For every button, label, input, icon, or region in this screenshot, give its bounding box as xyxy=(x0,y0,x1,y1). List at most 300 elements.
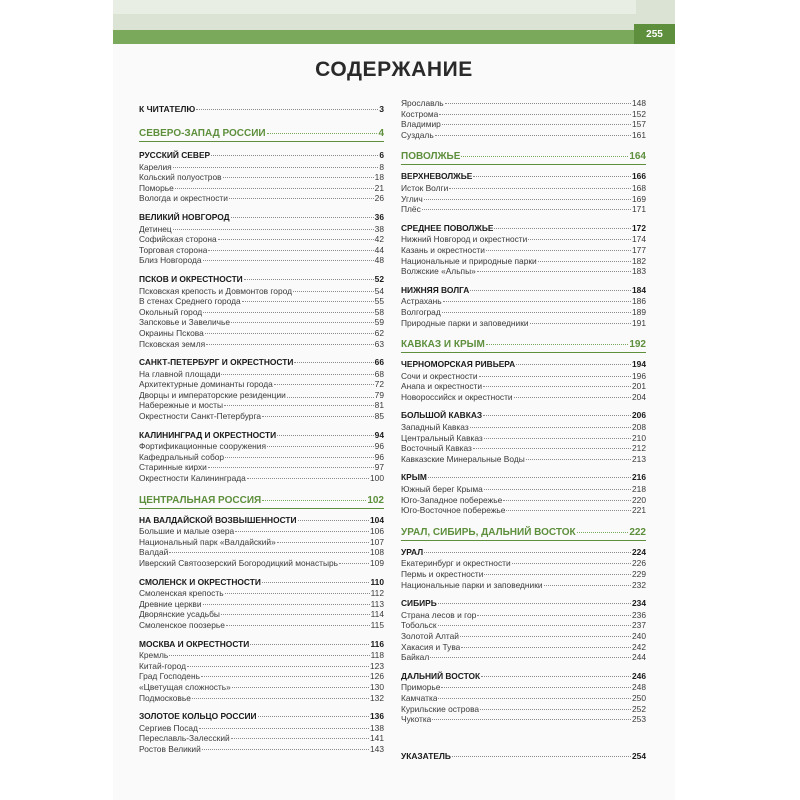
toc-item xyxy=(401,693,646,704)
dot-leader xyxy=(424,552,631,553)
toc-entry-page: 212 xyxy=(632,443,646,454)
toc-section-heading xyxy=(401,410,646,421)
toc-entry-page: 174 xyxy=(632,234,646,245)
dot-leader xyxy=(473,176,631,177)
toc-entry-label: МОСКВА И ОКРЕСТНОСТИ xyxy=(139,638,250,649)
toc-item xyxy=(139,744,384,755)
toc-entry-page: 169 xyxy=(632,193,646,204)
dot-leader xyxy=(208,467,374,468)
dot-leader xyxy=(225,593,370,594)
toc-entry-page: 254 xyxy=(632,750,646,761)
toc-entry-label: СИБИРЬ xyxy=(401,598,437,609)
toc-entry-page: 126 xyxy=(370,671,384,682)
toc-entry-page: 94 xyxy=(374,429,384,440)
toc-entry-label: Софийская сторона xyxy=(139,234,217,245)
toc-entry-page: 213 xyxy=(632,453,646,464)
toc-entry-page: 114 xyxy=(370,609,384,620)
toc-entry-page: 253 xyxy=(632,714,646,725)
dot-leader xyxy=(461,156,628,157)
toc-item xyxy=(139,369,384,380)
toc-entry-page: 237 xyxy=(632,620,646,631)
toc-item xyxy=(139,317,384,328)
toc-entry-label: Природные парки и заповедники xyxy=(401,317,529,328)
toc-entry-label: Новороссийск и окрестности xyxy=(401,391,513,402)
toc-entry-page: 63 xyxy=(374,338,384,349)
toc-section-heading xyxy=(139,212,384,223)
toc-entry-label: Переславль-Залесский xyxy=(139,733,230,744)
dot-leader xyxy=(484,489,631,490)
toc-entry-label: Сочи и окрестности xyxy=(401,370,478,381)
dot-leader xyxy=(506,510,631,511)
toc-item xyxy=(139,661,384,672)
toc-entry-label: Детинец xyxy=(139,223,172,234)
toc-entry-page: 157 xyxy=(632,119,646,130)
toc-section-heading xyxy=(401,359,646,370)
dot-leader xyxy=(235,531,369,532)
toc-entry-label: Псковская крепость и Довмонтов город xyxy=(139,285,292,296)
toc-item xyxy=(139,558,384,569)
toc-entry-label: Запсковье и Завеличье xyxy=(139,317,231,328)
dot-leader xyxy=(503,500,631,501)
toc-item xyxy=(139,172,384,183)
toc-item xyxy=(401,454,646,465)
toc-item xyxy=(401,381,646,392)
dot-leader xyxy=(483,415,631,416)
toc-entry-label: БОЛЬШОЙ КАВКАЗ xyxy=(401,410,483,421)
toc-entry-label: Национальные и природные парки xyxy=(401,255,537,266)
toc-entry-label: Екатеринбург и окрестности xyxy=(401,558,511,569)
dot-leader xyxy=(470,290,631,291)
toc-item xyxy=(401,307,646,318)
toc-entry-label: В стенах Среднего города xyxy=(139,296,241,307)
toc-item xyxy=(401,204,646,215)
toc-item xyxy=(139,296,384,307)
dot-leader xyxy=(201,676,369,677)
toc-entry-label: Архитектурные доминанты города xyxy=(139,379,273,390)
toc-item xyxy=(139,193,384,204)
dot-leader xyxy=(430,657,631,658)
dot-leader xyxy=(229,198,374,199)
page-title: СОДЕРЖАНИЕ xyxy=(315,58,473,81)
dot-leader xyxy=(203,260,374,261)
toc-item xyxy=(401,109,646,120)
toc-entry-label: Южный берег Крыма xyxy=(401,484,483,495)
toc-section-heading xyxy=(139,150,384,161)
dot-leader xyxy=(231,322,374,323)
toc-entry-page: 201 xyxy=(632,381,646,392)
dot-leader xyxy=(479,376,631,377)
toc-entry-label: На главной площади xyxy=(139,368,221,379)
toc-item xyxy=(401,484,646,495)
toc-entry-page: 113 xyxy=(370,598,384,609)
toc-item xyxy=(401,266,646,277)
dot-leader xyxy=(422,209,631,210)
toc-entry-page: 109 xyxy=(370,558,384,568)
toc-section-heading xyxy=(401,171,646,182)
toc-entry-page: 104 xyxy=(370,514,384,525)
toc-entry-page: 66 xyxy=(374,357,384,368)
toc-entry-label: Окрестности Калининграда xyxy=(139,473,246,484)
dot-leader xyxy=(484,438,631,439)
toc-item xyxy=(139,671,384,682)
dot-leader xyxy=(247,478,369,479)
toc-entry-label: Иверский Святоозерский Богородицкий монастырь xyxy=(139,558,339,568)
toc-entry-page: 8 xyxy=(379,161,384,172)
toc-entry-label: НА ВАЛДАЙСКОЙ ВОЗВЫШЕННОСТИ xyxy=(139,514,297,525)
toc-item xyxy=(401,682,646,693)
dot-leader xyxy=(538,261,631,262)
toc-entry-page: 52 xyxy=(374,273,384,284)
dot-leader xyxy=(192,698,369,699)
toc-entry-label: Чукотка xyxy=(401,714,432,725)
toc-entry-label: Волжские «Альпы» xyxy=(401,266,476,277)
toc-item xyxy=(139,390,384,401)
toc-entry-label: Дворянские усадьбы xyxy=(139,609,220,620)
toc-entry-page: 191 xyxy=(632,317,646,328)
toc-entry-label: Страна лесов и гор xyxy=(401,609,477,620)
toc-section-heading xyxy=(401,472,646,483)
toc-entry-page: 62 xyxy=(374,327,384,338)
toc-item xyxy=(401,98,646,109)
toc-entry-label: Валдай xyxy=(139,547,169,558)
toc-entry-page: 177 xyxy=(632,244,646,255)
toc-entry-label: Старинные кирхи xyxy=(139,462,207,473)
dot-leader xyxy=(477,271,631,272)
toc-item xyxy=(401,371,646,382)
toc-entry-page: 194 xyxy=(632,359,646,370)
toc-item xyxy=(401,642,646,653)
toc-entry-label: Байкал xyxy=(401,652,430,663)
toc-item xyxy=(139,183,384,194)
toc-item xyxy=(401,505,646,516)
dot-leader xyxy=(486,344,629,345)
toc-entry-label: Древние церкви xyxy=(139,598,202,609)
toc-entry-label: Волгоград xyxy=(401,306,441,317)
toc-entry-label: ЦЕНТРАЛЬНАЯ РОССИЯ xyxy=(139,494,262,506)
toc-item xyxy=(139,733,384,744)
dot-leader xyxy=(262,582,370,583)
toc-item xyxy=(139,245,384,256)
toc-section-heading xyxy=(139,515,384,526)
toc-item xyxy=(401,234,646,245)
toc-entry-label: Набережные и мосты xyxy=(139,400,223,411)
toc-entry-page: 240 xyxy=(632,630,646,641)
toc-entry-page: 250 xyxy=(632,692,646,703)
toc-entry-page: 102 xyxy=(367,494,384,506)
toc-entry-label: Анапа и окрестности xyxy=(401,381,483,392)
toc-entry-label: Ростов Великий xyxy=(139,743,201,754)
toc-item xyxy=(401,183,646,194)
toc-entry-label: Углич xyxy=(401,193,423,204)
toc-entry-page: 110 xyxy=(370,576,384,587)
toc-entry-page: 42 xyxy=(374,234,384,245)
toc-entry-page: 232 xyxy=(632,579,646,590)
dot-leader xyxy=(424,199,631,200)
dot-leader xyxy=(202,749,369,750)
dot-leader xyxy=(232,687,369,688)
toc-item xyxy=(139,400,384,411)
toc-entry-page: 184 xyxy=(632,284,646,295)
toc-entry-label: Псковская земля xyxy=(139,338,206,349)
dot-leader xyxy=(483,386,631,387)
toc-entry-label: Плёс xyxy=(401,204,421,215)
dot-leader xyxy=(435,135,631,136)
dot-leader xyxy=(203,604,370,605)
dot-leader xyxy=(452,756,631,757)
dot-leader xyxy=(438,625,632,626)
toc-item xyxy=(139,328,384,339)
toc-item xyxy=(139,255,384,266)
toc-item xyxy=(401,194,646,205)
dot-leader xyxy=(277,435,374,436)
toc-entry-page: 3 xyxy=(379,104,384,114)
dot-leader xyxy=(484,574,631,575)
toc-entry-page: 221 xyxy=(632,505,646,516)
dot-leader xyxy=(274,384,374,385)
toc-item xyxy=(401,119,646,130)
dot-leader xyxy=(258,716,369,717)
toc-item xyxy=(401,558,646,569)
toc-entry-label: КАВКАЗ И КРЫМ xyxy=(401,339,485,351)
toc-entry-page: 196 xyxy=(632,370,646,381)
toc-entry-label: Золотой Алтай xyxy=(401,630,459,641)
toc-entry-page: 138 xyxy=(370,722,384,733)
toc-item xyxy=(139,307,384,318)
toc-entry-page: 18 xyxy=(374,172,384,183)
toc-item xyxy=(401,130,646,141)
toc-entry-label: Сергиев Посад xyxy=(139,722,198,733)
dot-leader xyxy=(231,217,374,218)
toc-entry-page: 183 xyxy=(632,266,646,277)
toc-section-heading xyxy=(139,577,384,588)
dot-leader xyxy=(208,250,373,251)
toc-item xyxy=(139,588,384,599)
toc-entry-page: 236 xyxy=(632,609,646,620)
toc-entry-label: «Цветущая сложность» xyxy=(139,681,231,692)
toc-item xyxy=(139,441,384,452)
toc-item xyxy=(139,723,384,734)
dot-leader xyxy=(477,615,631,616)
dot-leader xyxy=(203,312,373,313)
dot-leader xyxy=(218,239,374,240)
toc-entry-label: ПОВОЛЖЬЕ xyxy=(401,151,461,163)
toc-entry-page: 81 xyxy=(374,400,384,411)
toc-item xyxy=(139,379,384,390)
toc-entry-page: 164 xyxy=(629,151,646,163)
dot-leader xyxy=(494,228,631,229)
toc-entry-label: Поморье xyxy=(139,182,174,193)
dot-leader xyxy=(267,133,378,134)
toc-entry-label: Национальные парки и заповедники xyxy=(401,579,543,590)
dot-leader xyxy=(221,374,373,375)
toc-item xyxy=(139,286,384,297)
toc-item xyxy=(139,339,384,350)
dot-leader xyxy=(438,698,631,699)
toc-entry-label: СЕВЕРО-ЗАПАД РОССИИ xyxy=(139,128,266,139)
toc-region-heading xyxy=(139,494,384,509)
dot-leader xyxy=(287,397,374,398)
toc-entry-page: 116 xyxy=(370,638,384,649)
toc-entry-label: Исток Волги xyxy=(401,182,449,193)
dot-leader xyxy=(223,177,374,178)
toc-entry-label: Кремль xyxy=(139,650,169,661)
toc-entry-label: СМОЛЕНСК И ОКРЕСТНОСТИ xyxy=(139,576,261,587)
toc-section-heading xyxy=(401,598,646,609)
dot-leader xyxy=(460,636,631,637)
toc-item xyxy=(139,650,384,661)
toc-section-heading xyxy=(401,671,646,682)
dot-leader xyxy=(231,738,369,739)
toc-entry-page: 210 xyxy=(632,432,646,443)
toc-entry-page: 59 xyxy=(374,317,384,328)
toc-entry-label: Кавказские Минеральные Воды xyxy=(401,453,525,464)
toc-item xyxy=(401,704,646,715)
toc-entry-page: 85 xyxy=(374,411,384,422)
toc-entry-page: 252 xyxy=(632,703,646,714)
toc-entry-label: Юго-Западное побережье xyxy=(401,494,503,505)
toc-section-heading xyxy=(139,357,384,368)
toc-entry-label: Град Господень xyxy=(139,671,200,682)
toc-entry-page: 136 xyxy=(370,711,384,722)
toc-entry-label: УРАЛ xyxy=(401,546,424,557)
toc-entry-page: 226 xyxy=(632,558,646,569)
toc-entry-label: КРЫМ xyxy=(401,472,427,483)
toc-entry-page: 108 xyxy=(370,547,384,558)
toc-entry-label: ВЕРХНЕВОЛЖЬЕ xyxy=(401,171,473,182)
toc-entry-page: 132 xyxy=(370,692,384,703)
toc-item xyxy=(139,537,384,548)
dot-leader xyxy=(432,719,631,720)
toc-item xyxy=(401,610,646,621)
dot-leader xyxy=(277,542,369,543)
toc-entry-page: 152 xyxy=(632,108,646,119)
dot-leader xyxy=(221,614,370,615)
dot-leader xyxy=(173,167,379,168)
dot-leader xyxy=(226,625,370,626)
toc-entry-page: 79 xyxy=(374,389,384,400)
toc-entry-page: 218 xyxy=(632,484,646,495)
toc-entry-label: Владимир xyxy=(401,119,441,130)
toc-entry-label: Торговая сторона xyxy=(139,244,208,255)
toc-entry-label: Тобольск xyxy=(401,620,437,631)
toc-entry-label: Вологда и окрестности xyxy=(139,193,228,204)
toc-item xyxy=(139,234,384,245)
toc-entry-label: УКАЗАТЕЛЬ xyxy=(401,750,451,761)
toc-entry-page: 242 xyxy=(632,641,646,652)
toc-entry-page: 100 xyxy=(370,473,384,484)
toc-entry-label: Китай-город xyxy=(139,660,186,671)
toc-entry-page: 48 xyxy=(374,255,384,266)
toc-entry-label: Окраины Пскова xyxy=(139,327,204,338)
toc-section-heading xyxy=(401,223,646,234)
toc-entry-page: 189 xyxy=(632,306,646,317)
toc-entry-page: 161 xyxy=(632,129,646,140)
dot-leader xyxy=(187,666,369,667)
dot-leader xyxy=(544,585,631,586)
toc-entry-page: 97 xyxy=(374,462,384,473)
dot-leader xyxy=(173,229,374,230)
dot-leader xyxy=(339,563,369,564)
toc-entry-label: Суздаль xyxy=(401,129,434,140)
toc-entry-page: 115 xyxy=(370,619,384,630)
dot-leader xyxy=(428,477,631,478)
dot-leader xyxy=(480,709,631,710)
toc-entry-page: 6 xyxy=(379,150,384,160)
toc-entry-page: 166 xyxy=(632,171,646,182)
toc-entry-page: 72 xyxy=(374,379,384,390)
toc-region-heading xyxy=(401,150,646,165)
toc-entry-page: 143 xyxy=(370,743,384,754)
toc-entry-label: НИЖНЯЯ ВОЛГА xyxy=(401,284,470,295)
toc-entry-label: Окрестности Санкт-Петербурга xyxy=(139,411,261,422)
toc-entry-page: 192 xyxy=(629,339,646,351)
toc-entry-label: Смоленская крепость xyxy=(139,588,224,599)
toc-right-column xyxy=(401,98,646,761)
dot-leader xyxy=(486,250,631,251)
toc-entry-label: К ЧИТАТЕЛЮ xyxy=(139,104,196,114)
toc-section-heading xyxy=(139,711,384,722)
toc-entry-page: 172 xyxy=(632,222,646,233)
toc-reader-entry xyxy=(139,103,384,117)
dot-leader xyxy=(169,552,369,553)
toc-entry-page: 58 xyxy=(374,306,384,317)
toc-item xyxy=(401,714,646,725)
toc-item xyxy=(401,318,646,329)
toc-entry-label: КАЛИНИНГРАД И ОКРЕСТНОСТИ xyxy=(139,429,277,440)
dot-leader xyxy=(250,644,369,645)
toc-entry-page: 171 xyxy=(632,204,646,215)
toc-entry-page: 54 xyxy=(374,285,384,296)
dot-leader xyxy=(242,301,374,302)
toc-entry-label: ДАЛЬНИЙ ВОСТОК xyxy=(401,670,481,681)
toc-entry-label: РУССКИЙ СЕВЕР xyxy=(139,150,211,160)
toc-entry-page: 106 xyxy=(370,526,384,537)
toc-entry-label: Камчатка xyxy=(401,692,438,703)
dot-leader xyxy=(196,109,378,110)
toc-entry-page: 96 xyxy=(374,441,384,452)
toc-entry-label: Кострома xyxy=(401,108,439,119)
toc-entry-label: Центральный Кавказ xyxy=(401,432,483,443)
toc-entry-page: 206 xyxy=(632,410,646,421)
dot-leader xyxy=(205,333,374,334)
toc-entry-label: Астрахань xyxy=(401,296,442,307)
toc-item xyxy=(139,693,384,704)
dot-leader xyxy=(439,114,631,115)
toc-entry-label: Хакасия и Тува xyxy=(401,641,461,652)
toc-item xyxy=(139,620,384,631)
toc-section-heading xyxy=(139,274,384,285)
dot-leader xyxy=(443,301,631,302)
dot-leader xyxy=(445,103,631,104)
toc-entry-page: 148 xyxy=(632,98,646,108)
toc-region-heading xyxy=(401,526,646,541)
dot-leader xyxy=(206,344,374,345)
toc-entry-label: Национальный парк «Валдайский» xyxy=(139,536,276,547)
toc-item xyxy=(401,422,646,433)
toc-entry-label: Западный Кавказ xyxy=(401,422,469,433)
dot-leader xyxy=(473,448,631,449)
dot-leader xyxy=(438,603,631,604)
toc-item xyxy=(401,392,646,403)
toc-entry-label: Окольный город xyxy=(139,306,203,317)
toc-region-heading xyxy=(401,338,646,353)
toc-entry-page: 123 xyxy=(370,660,384,671)
header-band-highlight xyxy=(113,0,636,14)
toc-entry-label: Смоленское поозерье xyxy=(139,619,225,630)
toc-entry-label: Большие и малые озера xyxy=(139,526,235,537)
dot-leader xyxy=(442,124,631,125)
dot-leader xyxy=(526,459,631,460)
